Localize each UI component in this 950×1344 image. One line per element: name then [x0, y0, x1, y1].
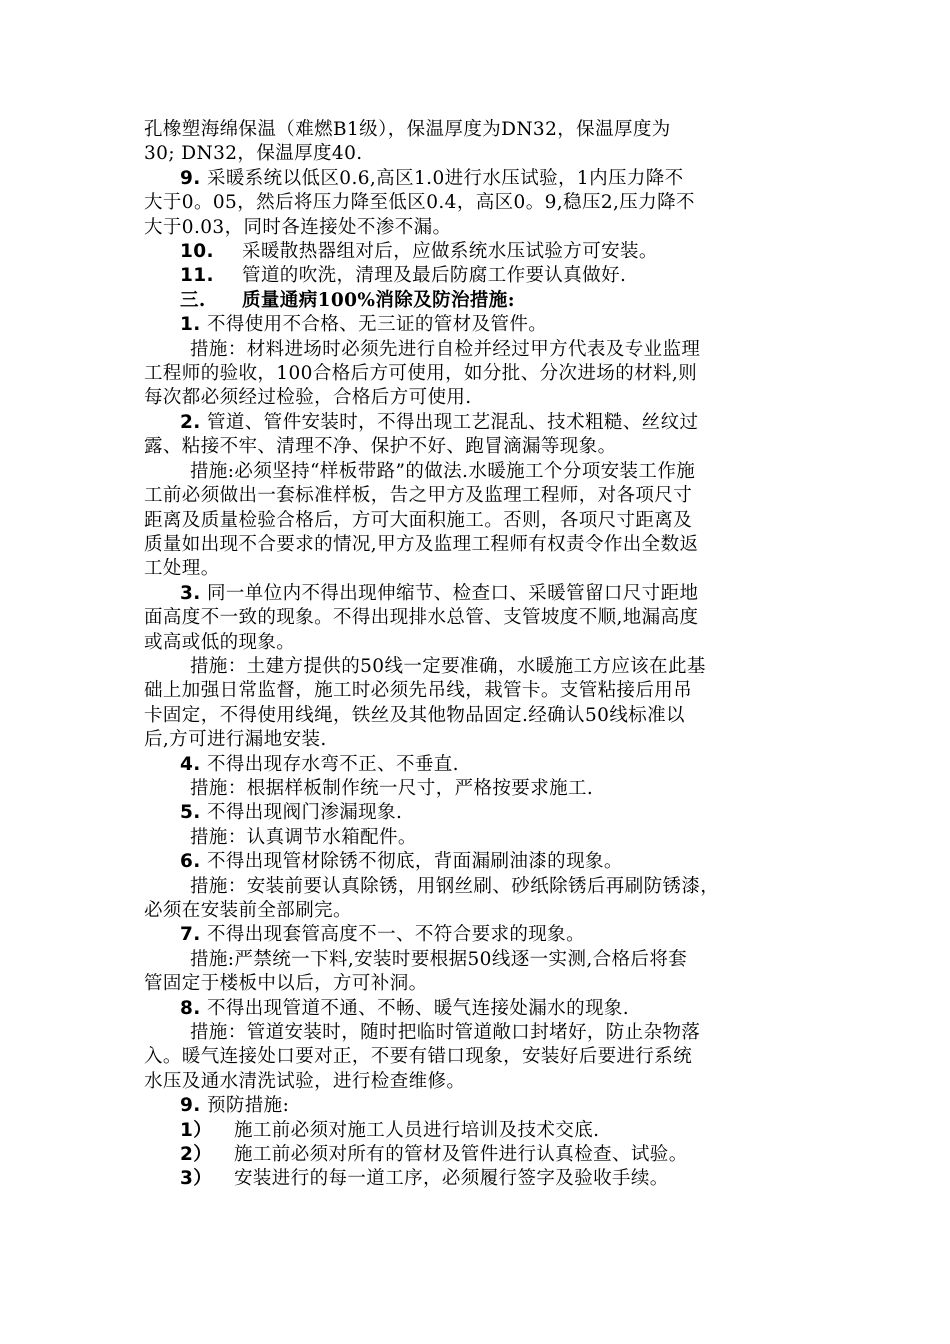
- sub-item-2: 2） 施工前必须对所有的管材及管件进行认真检查、试验。: [180, 1144, 688, 1166]
- list-item-2: 2. 管道、管件安装时，不得出现工艺混乱、技术粗糙、丝纹过: [180, 411, 699, 433]
- paragraph-line: 管固定于楼板中以后，方可补洞。: [144, 973, 428, 995]
- section-heading: 三. 质量通病100%消除及防治措施:: [180, 289, 515, 311]
- list-item-7: 7. 不得出现套管高度不一、不符合要求的现象。: [180, 924, 585, 946]
- measure-line: 措施：土建方提供的50线一定要准确，水暖施工方应该在此基: [190, 655, 706, 677]
- list-item-11: 11. 管道的吹洗，清理及最后防腐工作要认真做好.: [180, 265, 627, 287]
- list-item-8: 8. 不得出现管道不通、不畅、暖气连接处漏水的现象.: [180, 997, 630, 1019]
- paragraph-line: 质量如出现不合要求的情况,甲方及监理工程师有权责令作出全数返: [144, 533, 699, 555]
- measure-line: 措施:严禁统一下料,安装时要根据50线逐一实测,合格后将套: [190, 948, 688, 970]
- measure-line: 措施:必须坚持“样板带路”的做法.水暖施工个分项安装工作施: [190, 460, 696, 482]
- paragraph-line: 入。暖气连接处口要对正，不要有错口现象，安装好后要进行系统: [144, 1046, 693, 1068]
- paragraph-line: 础上加强日常监督，施工时必须先吊线，栽管卡。支管粘接后用吊: [144, 680, 693, 702]
- paragraph-line: 水压及通水清洗试验，进行检查维修。: [144, 1070, 466, 1092]
- paragraph-line: 大于0。05，然后将压力降至低区0.4，高区0。9,稳压2,压力降不: [144, 192, 695, 214]
- measure-line: 措施：材料进场时必须先进行自检并经过甲方代表及专业监理: [190, 338, 701, 360]
- paragraph-line: 后,方可进行漏地安装.: [144, 729, 327, 751]
- measure-line: 措施：安装前要认真除锈，用钢丝刷、砂纸除锈后再刷防锈漆，: [190, 875, 720, 897]
- list-item-9-prevention: 9. 预防措施:: [180, 1095, 290, 1117]
- sub-item-1: 1） 施工前必须对施工人员进行培训及技术交底.: [180, 1119, 600, 1141]
- measure-line: 措施：管道安装时，随时把临时管道敞口封堵好，防止杂物落: [190, 1022, 701, 1044]
- list-item-4: 4. 不得出现存水弯不正、不垂直.: [180, 753, 459, 775]
- paragraph-line: 或高或低的现象。: [144, 631, 296, 653]
- paragraph-line: 距离及质量检验合格后，方可大面积施工。否则，各项尺寸距离及: [144, 509, 693, 531]
- list-item-1: 1. 不得使用不合格、无三证的管材及管件。: [180, 314, 548, 336]
- paragraph-line: 30; DN32，保温厚度40.: [144, 143, 363, 165]
- paragraph-line: 面高度不一致的现象。不得出现排水总管、支管坡度不顺,地漏高度: [144, 607, 699, 629]
- list-item-9: 9. 采暖系统以低区0.6,高区1.0进行水压试验，1内压力降不: [180, 167, 684, 189]
- list-item-5: 5. 不得出现阀门渗漏现象.: [180, 802, 403, 824]
- sub-item-3: 3） 安装进行的每一道工序，必须履行签字及验收手续。: [180, 1168, 669, 1190]
- paragraph-line: 每次都必须经过检验，合格后方可使用.: [144, 387, 472, 409]
- paragraph-line: 露、粘接不牢、清理不净、保护不好、跑冒滴漏等现象。: [144, 436, 617, 458]
- list-item-3: 3. 同一单位内不得出现伸缩节、检查口、采暖管留口尺寸距地: [180, 582, 699, 604]
- paragraph-line: 工前必须做出一套标准样板，告之甲方及监理工程师，对各项尺寸: [144, 485, 693, 507]
- list-item-6: 6. 不得出现管材除锈不彻底，背面漏刷油漆的现象。: [180, 851, 623, 873]
- paragraph-line: 孔橡塑海绵保温（难燃B1级），保温厚度为DN32，保温厚度为: [144, 119, 671, 140]
- paragraph-line: 大于0.03，同时各连接处不渗不漏。: [144, 216, 452, 238]
- paragraph-line: 工处理。: [144, 558, 220, 580]
- document-body: [144, 118, 812, 1192]
- measure-line: 措施：根据样板制作统一尺寸，严格按要求施工.: [190, 777, 594, 799]
- list-item-10: 10. 采暖散热器组对后，应做系统水压试验方可安装。: [180, 241, 658, 263]
- paragraph-line: 工程师的验收，100合格后方可使用，如分批、分次进场的材料,则: [144, 363, 698, 385]
- paragraph-line: 卡固定，不得使用线绳，铁丝及其他物品固定.经确认50线标准以: [144, 704, 685, 726]
- measure-line: 措施：认真调节水箱配件。: [190, 826, 417, 848]
- paragraph-line: 必须在安装前全部刷完。: [144, 900, 352, 921]
